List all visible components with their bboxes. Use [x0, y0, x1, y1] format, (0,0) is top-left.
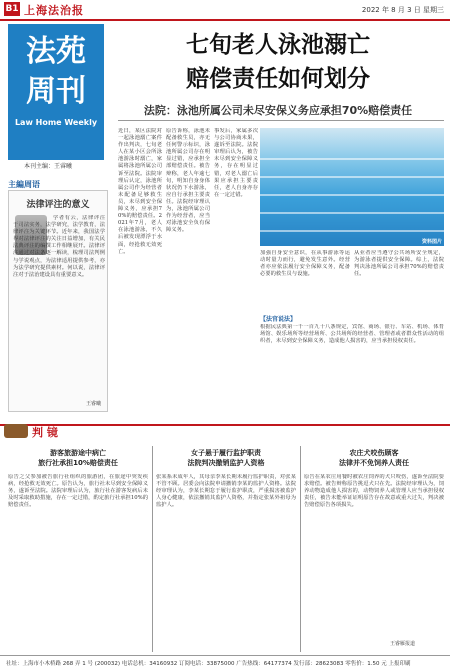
commentary-signature: 王睿曦 [85, 401, 101, 407]
story-2-body: 张某系未成年人，其母亲李某长期未履行监护职责，对张某不管不顾。居委会向法院申请撤销李某的监护人资格。法院经审理认为，李某长期怠于履行监护职责，严重损害被监护人身心健康，依法撤销其监护人资格，并指定张某外祖母为监护人。 [156, 474, 296, 509]
story-3-title [304, 448, 444, 468]
masthead [8, 24, 104, 160]
story-2-title-line1: 女子悬于履行监护职责 [191, 449, 261, 457]
story-1-title-line1: 游客旅游途中病亡 [50, 449, 106, 457]
section-band [0, 424, 450, 440]
divider [118, 120, 444, 121]
article-col-4: 加强自身安全意识，在从事游泳等运动时量力而行，避免发生意外。经营者亦应依法履行安全保障义务，配备必要的救生员与设施。 [260, 250, 350, 278]
story-3-title-line1: 农庄犬咬伤顾客 [349, 449, 399, 457]
article-col-3: 事发后，家属多次与公司协商未果，遂诉至法院。法院审理后认为，被告未尽到安全保障义务，存在明显过错，对老人溺亡后果应承担主要责任，老人自身亦存在一定过错。 [214, 128, 258, 198]
story-3-body: 原告在某农庄用餐时被农庄饲养的犬只咬伤，遂诉至法院要求赔偿。被告辩称原告挑逗犬只在先。法院经审理认为，饲养动物造成他人损害的，动物饲养人或管理人应当承担侵权责任，被告未能举证证明原告存在故意或重大过失，判决被告赔偿原告各项损失。 [304, 474, 444, 509]
header-rule [0, 19, 450, 21]
masthead-subtitle: Law Home Weekly [14, 118, 98, 127]
story-3-title-line2: 法律并不免饲养人责任 [339, 459, 409, 467]
commentary-title: 法律评注的意义 [26, 200, 90, 210]
article-col-2: 原告诉称，泳池未配备救生员，亦无任何警示标识，泳池所属公司存在明显过错，应承担全部赔偿责任。被告辩称，老人年逾七旬，明知自身身体状况仍下水游泳，应自行承担主要责任。法院经审理认为，泳池所属公司作为经营者，应当对泳池安全负有保障义务。 [166, 128, 210, 234]
photo-caption: 资料图片 [421, 239, 442, 245]
commentary-label: 主編周语 [8, 180, 40, 189]
column-divider [300, 446, 301, 652]
story-1-title [8, 448, 148, 468]
chief-editor: 本刊主编：王睿曦 [24, 163, 73, 170]
page-headline [118, 28, 438, 96]
section-label: 判 镜 [32, 426, 58, 439]
article-col-1: 近日，某区法院对一起泳池溺亡案件作出判决，七旬老人在某小区会所泳池游泳时溺亡，家属将泳池所属公司诉至法院。法院审理后认定，泳池所属公司作为经营者未配备足够救生员，未尽到安全保障义务，应承担70%的赔偿责任。2021年7月，老人在泳池游泳，不久后被发现漂浮于水面，经抢救无效死亡。 [118, 128, 162, 255]
article-col-5: 从业者应当遵守公共场所安全规定，为游泳者提供安全保障。综上，法院判决泳池所属公司承担70%的赔偿责任。 [354, 250, 444, 278]
gavel-icon [4, 424, 28, 438]
masthead-title-line2: 周刊 [26, 74, 86, 109]
headline-line1: 七旬老人泳池溺亡 [186, 32, 370, 58]
story-1-body: 原告之父参加被告旅行社组织的旅游团，在旅途中突发疾病，经抢救无效死亡。原告认为，旅行社未尽到安全保障义务，遂诉至法院。法院审理后认为，旅行社在游客发病后未及时采取救助措施，存在一定过错，酌定旅行社承担10%的赔偿责任。 [8, 474, 148, 509]
judge-note-label: 【法官说法】 [260, 316, 297, 323]
story-2-title-line2: 法院判决撤销监护人资格 [187, 459, 265, 467]
column-divider [152, 446, 153, 652]
page-tag: B1 [5, 4, 19, 14]
footer: 社址：上海市小木桥路 268 弄 1 号 (200032) 电话总机：34160932 订阅电话：33875000 广告热线：64177374 发行部：28623083 零售价：1.50 元 上报印刷 [0, 655, 450, 668]
commentary-body: 学者有云，法律评注于司法实务，法学研究，法学教育，法律评注为关键环节。近年来，我国法学界对法律评注的关注日益增加，有关民法典评注的编撰工作相继展开。法律评注通过对法条逐一解读，梳理司法判例与学说观点，为法律适用提供参考，亦为法学研究提供素材。何以说，法律评注对于法治建设具有重要意义。 [13, 215, 105, 278]
commentary-box [8, 190, 108, 412]
masthead-title-line1: 法苑 [26, 34, 86, 69]
story-3-editor: 王睿雁报道 [390, 641, 416, 647]
paper-logo: 上海法治报 [24, 4, 84, 17]
story-2-title [156, 448, 296, 468]
headline-line2: 赔偿责任如何划分 [186, 66, 370, 92]
story-1-title-line2: 旅行社承担10%赔偿责任 [38, 459, 118, 467]
subheadline: 法院：泳池所属公司未尽安保义务应承担70%赔偿责任 [143, 104, 413, 117]
swimming-pool-photo [260, 128, 444, 246]
judge-note: 根据民法典第一千一百九十八条规定，宾馆、商场、银行、车站、机场、体育场馆、娱乐场所等经营场所、公共场所的经营者、管理者或者群众性活动的组织者，未尽到安全保障义务，造成他人损害的，应当承担侵权责任。 [260, 324, 444, 345]
issue-date: 2022 年 8 月 3 日 星期三 [361, 6, 444, 14]
